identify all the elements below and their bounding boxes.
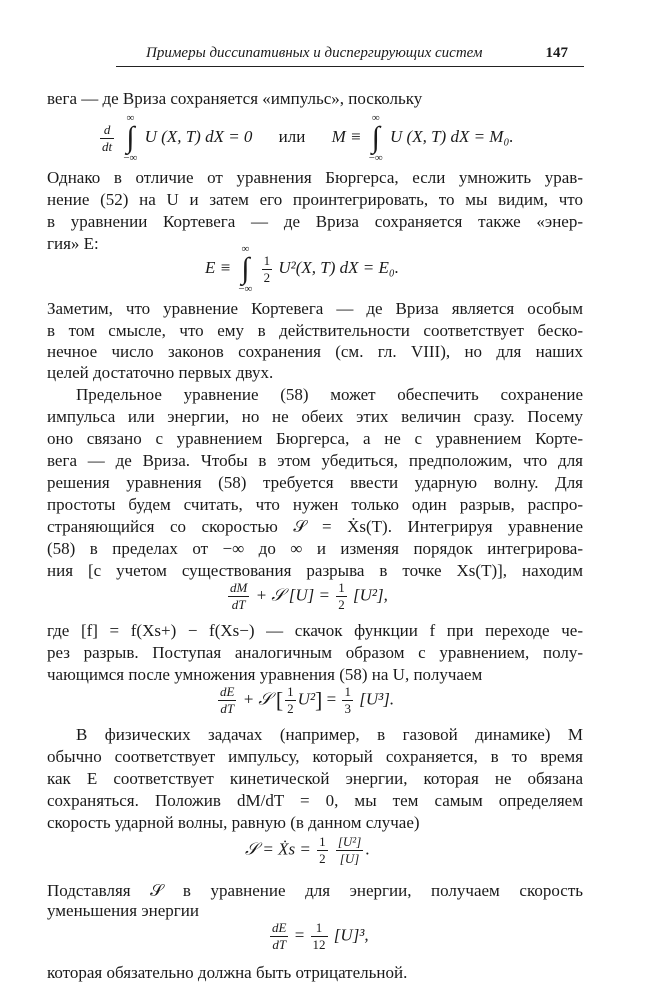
- integral-sign: ∞ ∫ −∞: [123, 112, 138, 164]
- text-line: решения уравнения (58) требуется ввести ударную волну. Для: [47, 473, 583, 492]
- text-line: в том смысле, что ему в действительности соответствует беско-: [47, 321, 583, 340]
- text-line: обычно соответствует импульсу, который сохраняется, в то время: [47, 747, 583, 766]
- fraction-dM-dT: $\frac{dM}{dT}$: [230, 580, 248, 612]
- text-line: ния [с учетом существования разрыва в точке Xs(T)], находим: [47, 561, 583, 580]
- fraction-dE-dT: $\frac{dE}{dT}$: [220, 684, 235, 716]
- text-line: Заметим, что уравнение Кортевега — де Вриза является особым: [47, 299, 583, 318]
- eq6-equals: =: [294, 925, 305, 945]
- text-line: уменьшения энергии: [47, 901, 199, 920]
- fraction-dE-dT: $\frac{dE}{dT}$: [272, 920, 287, 952]
- fraction-half: $\frac{1}{2}$: [319, 834, 326, 866]
- text-line: сохраняться. Положив dM/dT = 0, мы тем самым определяем: [47, 791, 583, 810]
- text-line: Предельное уравнение (58) может обеспечить сохранение: [76, 385, 583, 404]
- bracket-open: [: [275, 687, 284, 713]
- text-line: вега — де Вриза. Чтобы в этом убедиться, предположим, что для: [47, 451, 583, 470]
- text-line: нение (52) на U и затем его проинтегрировать, то мы видим, что: [47, 190, 583, 209]
- page-number: 147: [545, 45, 568, 61]
- text-line: где [f] = f(Xs+) − f(Xs−) — скачок функции f при переходе че-: [47, 621, 583, 640]
- bracket-close: ]: [315, 687, 323, 713]
- equation-energy: [205, 243, 399, 295]
- text-line: чающимся после умножения уравнения (58) на U, получаем: [47, 665, 483, 684]
- text-line: В физических задачах (например, в газовой динамике) M: [76, 725, 583, 744]
- text-line: которая обязательно должна быть отрицательной.: [47, 963, 408, 982]
- text-line: страняющийся со скоростью 𝒮 = Ẋs(T). Интегрируя уравнение: [47, 517, 583, 536]
- eq1-m: M ≡: [331, 126, 362, 146]
- text-line: скорость ударной волны, равную (в данном случае): [47, 813, 420, 832]
- equation-energy-decay: [268, 920, 369, 953]
- equation-shock-energy: [216, 684, 394, 717]
- text-line: рез разрыв. Поступая аналогичным образом с уравнением, полу-: [47, 643, 583, 662]
- text-line: целей достаточно первых двух.: [47, 363, 274, 382]
- text-line: как E соответствует кинетической энергии, которая не обязана: [47, 769, 583, 788]
- fraction-half: $\frac{1}{2}$: [287, 684, 294, 716]
- eq6-rhs: [U]³,: [333, 925, 369, 945]
- text-line: вега — де Вриза сохраняется «импульс», поскольку: [47, 89, 423, 108]
- eq4-equals: =: [326, 689, 337, 709]
- fraction-third: $\frac{1}{3}$: [344, 684, 351, 716]
- header-rule: [116, 66, 584, 67]
- equation-momentum: [98, 112, 514, 164]
- eq5-lhs: 𝒮 = Ẋs =: [245, 839, 311, 859]
- eq2-lhs: E ≡: [205, 257, 232, 277]
- text-line: нечное число законов сохранения (см. гл. VIII), но для наших: [47, 342, 583, 361]
- text-line: простоты будем считать, что нужен только один разрыв, распро-: [47, 495, 583, 514]
- fraction-u2-over-u: $\frac{\text{[U²]}}{[U]}$: [337, 834, 362, 866]
- eq1-or: или: [278, 126, 306, 146]
- eq5-period: .: [365, 839, 370, 859]
- fraction-half: $\frac{1}{2}$: [263, 252, 271, 285]
- eq3-mid: + 𝒮 [U] =: [255, 585, 330, 605]
- fraction-half: $\frac{1}{2}$: [338, 580, 345, 612]
- equation-shock-momentum: [226, 580, 388, 613]
- equation-shock-speed: [245, 834, 370, 867]
- fraction-d-dt: $\frac{d}{dt}$: [102, 121, 113, 154]
- integral-sign: ∞ ∫ −∞: [368, 112, 383, 164]
- eq1-integrand: U (X, T) dX = 0: [144, 126, 253, 146]
- text-line: Подставляя 𝒮 в уравнение для энергии, получаем скорость: [47, 881, 583, 900]
- fraction-twelfth: $\frac{1}{12}$: [312, 920, 326, 952]
- eq4-rhs: [U³].: [359, 689, 395, 709]
- running-title: Примеры диссипативных и диспергирующих систем: [146, 45, 483, 61]
- text-line: импульса или энергии, но не обеих этих величин сразу. Посему: [47, 407, 583, 426]
- text-line: (58) в пределах от −∞ до ∞ и изменяя порядок интегрирова-: [47, 539, 583, 558]
- text-line: в уравнении Кортевега — де Вриза сохраняется также «энер-: [47, 212, 583, 231]
- eq3-rhs: [U²],: [352, 585, 388, 605]
- text-line: Однако в отличие от уравнения Бюргерса, если умножить урав-: [47, 168, 583, 187]
- integral-sign: ∞ ∫ −∞: [238, 243, 253, 295]
- eq1-integrand-m: U (X, T) dX = M₀.: [390, 126, 514, 146]
- running-header: [116, 45, 568, 67]
- eq2-integrand: U²(X, T) dX = E₀.: [278, 257, 400, 277]
- text-line: оно связано с уравнением Бюргерса, а не с уравнением Корте-: [47, 429, 583, 448]
- eq4-u2: U²: [297, 689, 316, 709]
- eq4-mid: + 𝒮: [242, 689, 272, 709]
- text-line: гия» E:: [47, 234, 99, 253]
